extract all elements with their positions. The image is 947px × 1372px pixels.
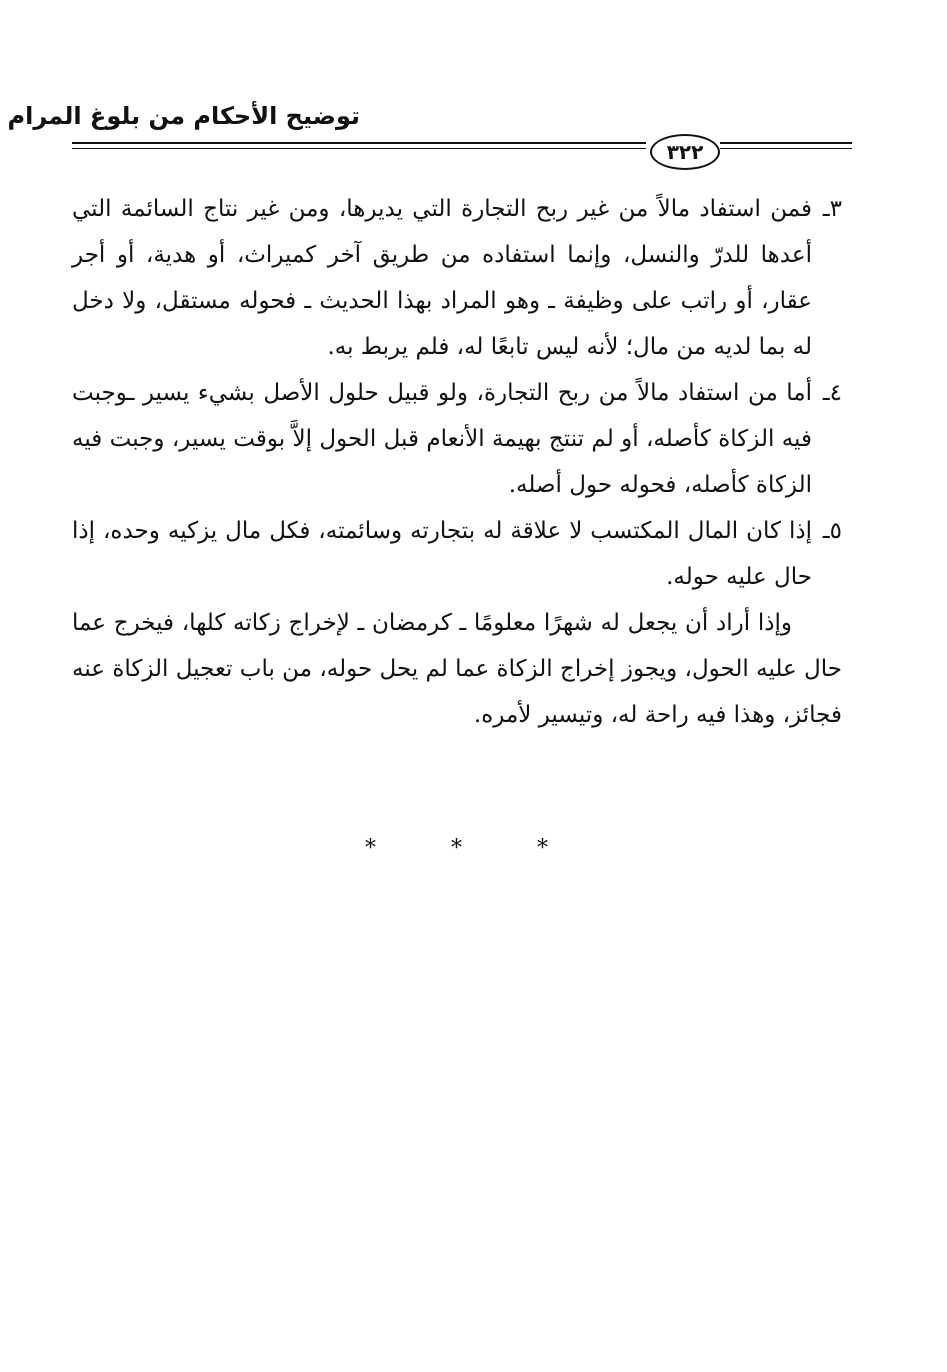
list-item-3 [72, 186, 842, 370]
page-header [7, 96, 852, 166]
closing-paragraph: وإذا أراد أن يجعل له شهرًا معلومًا ـ كرمضان ـ لإخراج زكاته كلها، فيخرج عما حال عليه الحول، ويجوز إخراج الزكاة عما لم يحل حوله، من باب تعجيل الزكاة عنه فجائز، وهذا فيه راحة له، وتيسير لأمره. [72, 610, 842, 728]
list-item-text: أما من استفاد مالاً من ربح التجارة، ولو قبيل حلول الأصل بشيء يسير ـوجبت فيه الزكاة كأصله، أو لم تنتج بهيمة الأنعام قبل الحول إلاَّ بوقت يسير، وجبت فيه الزكاة كأصله، فحوله حول أصله. [72, 380, 812, 498]
list-item-5 [72, 508, 842, 600]
header-rule-right-top [720, 142, 852, 144]
list-item-number: ٤ـ [822, 380, 842, 406]
list-item-text: فمن استفاد مالاً من غير ربح التجارة التي يديرها، ومن غير نتاج السائمة التي أعدها للدرّ والنسل، وإنما استفاده من طريق آخر كميراث، أو هدية، أو أجر عقار، أو راتب على وظيفة ـ وهو المراد بهذا الحديث ـ فحوله مستقل، ولا دخل له بما لديه من مال؛ لأنه ليس تابعًا له، فلم يربط به. [72, 196, 812, 360]
book-title: توضيح الأحكام من بلوغ المرام [7, 102, 360, 130]
page-number-text: ٣٢٢ [666, 140, 704, 164]
header-rule-left-top [72, 142, 646, 144]
header-rule-left-bottom [72, 148, 646, 149]
list-item-4 [72, 370, 842, 508]
list-item-number: ٥ـ [822, 518, 842, 544]
body-text [72, 186, 842, 738]
list-item-number: ٣ـ [822, 196, 842, 222]
page-number [650, 134, 720, 170]
header-rule-right-bottom [720, 148, 852, 149]
section-separator: * * * [365, 836, 582, 861]
list-item-text: إذا كان المال المكتسب لا علاقة له بتجارته وسائمته، فكل مال يزكيه وحده، إذا حال عليه حوله. [72, 518, 812, 590]
